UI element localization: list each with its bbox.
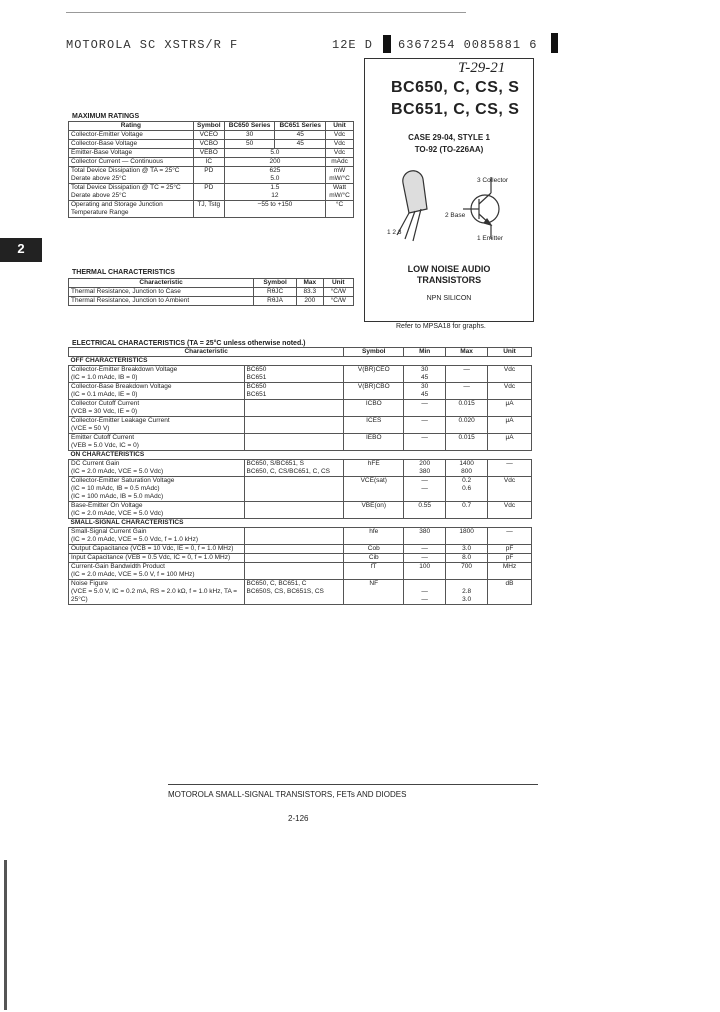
- max-ratings-header: [69, 122, 354, 131]
- characteristic-cell: Collector-Base Breakdown Voltage (IC = 0.1 mAdc, IE = 0): [69, 383, 245, 400]
- min-cell: —: [404, 400, 446, 417]
- symbol-cell: Cib: [344, 554, 404, 563]
- symbol-cell: V(BR)CBO: [344, 383, 404, 400]
- characteristic-cell: DC Current Gain (IC = 2.0 mAdc, VCE = 5.0 Vdc): [69, 460, 245, 477]
- table-row: [69, 366, 532, 383]
- pin-collector: 3 Collector: [477, 177, 509, 184]
- table-row: [69, 554, 532, 563]
- symbol-cell: VEBO: [193, 149, 224, 158]
- table-row: [69, 167, 354, 184]
- symbol-cell: IC: [193, 158, 224, 167]
- table-row: [69, 158, 354, 167]
- unit-cell: Vdc: [326, 131, 354, 140]
- description-2: TRANSISTORS: [416, 275, 482, 285]
- rating-cell: Operating and Storage Junction Temperature Range: [69, 201, 194, 218]
- characteristic-cell: Emitter Cutoff Current (VEB = 5.0 Vdc, IC = 0): [69, 434, 245, 451]
- header-mark: [383, 35, 391, 53]
- electrical-header: [69, 348, 532, 357]
- package-label: TO-92 (TO-226AA): [414, 145, 484, 154]
- table-row: [69, 563, 532, 580]
- device-cell: [244, 554, 344, 563]
- characteristic-cell: Small-Signal Current Gain (IC = 2.0 mAdc, VCE = 5.0 Vdc, f = 1.0 kHz): [69, 528, 245, 545]
- max-cell: 3.0: [446, 545, 488, 554]
- unit-cell: mW mW/°C: [326, 167, 354, 184]
- min-cell: 200 380: [404, 460, 446, 477]
- case-label: CASE 29-04, STYLE 1: [408, 133, 490, 142]
- max-cell: 0.015: [446, 434, 488, 451]
- characteristic-cell: Thermal Resistance, Junction to Ambient: [69, 297, 254, 306]
- value-cell: 50: [224, 140, 275, 149]
- symbol-cell: IEBO: [344, 434, 404, 451]
- unit-cell: —: [488, 460, 532, 477]
- max-cell: 8.0: [446, 554, 488, 563]
- part-number-1: BC650, C, CS, S: [391, 79, 520, 96]
- value-cell: °C/W: [323, 297, 353, 306]
- electrical-table: [68, 347, 532, 605]
- max-cell: 0.020: [446, 417, 488, 434]
- rating-cell: Collector-Base Voltage: [69, 140, 194, 149]
- header-cell: Characteristic: [69, 348, 344, 357]
- unit-cell: pF: [488, 554, 532, 563]
- table-row: [69, 288, 354, 297]
- refer-note: Refer to MPSA18 for graphs.: [396, 323, 486, 330]
- device-cell: [244, 502, 344, 519]
- thermal-header: [69, 279, 354, 288]
- symbol-cell: PD: [193, 184, 224, 201]
- table-row: [69, 297, 354, 306]
- max-cell: 0.015: [446, 400, 488, 417]
- value-cell: RθJC: [254, 288, 297, 297]
- max-cell: —: [446, 383, 488, 400]
- header-line2: 12E D: [332, 38, 374, 52]
- rating-cell: Total Device Dissipation @ TA = 25°C Derate above 25°C: [69, 167, 194, 184]
- table-row: [69, 140, 354, 149]
- unit-cell: °C: [326, 201, 354, 218]
- section-title: SMALL-SIGNAL CHARACTERISTICS: [69, 519, 532, 528]
- description-1: LOW NOISE AUDIO: [407, 264, 491, 274]
- table-row: [69, 184, 354, 201]
- scan-edge: [4, 860, 7, 1010]
- min-cell: —: [404, 554, 446, 563]
- unit-cell: Vdc: [488, 502, 532, 519]
- header-cell: Max: [297, 279, 324, 288]
- max-cell: 1800: [446, 528, 488, 545]
- table-row: [69, 545, 532, 554]
- rating-cell: Emitter-Base Voltage: [69, 149, 194, 158]
- rating-cell: Total Device Dissipation @ TC = 25°C Derate above 25°C: [69, 184, 194, 201]
- pin-emitter: 1 Emitter: [477, 235, 504, 242]
- device-cell: [244, 545, 344, 554]
- device-cell: [244, 477, 344, 502]
- device-cell: BC650, C, BC651, C BC650S, CS, BC651S, CS: [244, 580, 344, 605]
- max-cell: 2.8 3.0: [446, 580, 488, 605]
- rating-cell: Collector-Emitter Voltage: [69, 131, 194, 140]
- symbol-cell: VCEO: [193, 131, 224, 140]
- value-cell: 45: [275, 131, 326, 140]
- section-row: [69, 357, 532, 366]
- symbol-cell: hfe: [344, 528, 404, 545]
- unit-cell: Vdc: [488, 366, 532, 383]
- min-cell: — —: [404, 580, 446, 605]
- thermal-title: THERMAL CHARACTERISTICS: [72, 269, 175, 276]
- header-cell: Unit: [323, 279, 353, 288]
- device-cell: [244, 417, 344, 434]
- unit-cell: mAdc: [326, 158, 354, 167]
- part-number-2: BC651, C, CS, S: [391, 101, 520, 118]
- device-cell: [244, 528, 344, 545]
- min-cell: 30 45: [404, 383, 446, 400]
- max-ratings-title: MAXIMUM RATINGS: [72, 113, 140, 120]
- characteristic-cell: Thermal Resistance, Junction to Case: [69, 288, 254, 297]
- header-cell: Characteristic: [69, 279, 254, 288]
- symbol-cell: fT: [344, 563, 404, 580]
- table-row: [69, 460, 532, 477]
- max-cell: 0.2 0.6: [446, 477, 488, 502]
- table-row: [69, 434, 532, 451]
- value-cell: RθJA: [254, 297, 297, 306]
- characteristic-cell: Collector-Emitter Leakage Current (VCE = 50 V): [69, 417, 245, 434]
- unit-cell: Vdc: [488, 477, 532, 502]
- header-line3: 6367254 0085881 6: [398, 38, 538, 52]
- characteristic-cell: Noise Figure (VCE = 5.0 V, IC = 0.2 mA, RS = 2.0 kΩ, f = 1.0 kHz, TA = 25°C): [69, 580, 245, 605]
- value-cell: 83.3: [297, 288, 324, 297]
- device-cell: BC650 BC651: [244, 383, 344, 400]
- section-title: OFF CHARACTERISTICS: [69, 357, 532, 366]
- min-cell: —: [404, 417, 446, 434]
- characteristic-cell: Collector-Emitter Breakdown Voltage (IC = 1.0 mAdc, IB = 0): [69, 366, 245, 383]
- max-cell: 1400 800: [446, 460, 488, 477]
- symbol-cell: Cob: [344, 545, 404, 554]
- symbol-cell: VCBO: [193, 140, 224, 149]
- unit-cell: —: [488, 528, 532, 545]
- header-cell: Max: [446, 348, 488, 357]
- symbol-cell: VBE(on): [344, 502, 404, 519]
- value-cell: 30: [224, 131, 275, 140]
- electrical-title: ELECTRICAL CHARACTERISTICS (TA = 25°C unless otherwise noted.): [72, 340, 306, 347]
- value-cell: 45: [275, 140, 326, 149]
- unit-cell: Vdc: [326, 140, 354, 149]
- header-rule: [66, 12, 466, 13]
- header-cell: Unit: [326, 122, 354, 131]
- value-cell: 200: [224, 158, 325, 167]
- min-cell: 380: [404, 528, 446, 545]
- header-cell: Symbol: [254, 279, 297, 288]
- device-cell: [244, 563, 344, 580]
- npn-symbol-icon: [463, 177, 499, 239]
- footer-rule: [168, 784, 538, 785]
- unit-cell: Vdc: [326, 149, 354, 158]
- footer-title: MOTOROLA SMALL-SIGNAL TRANSISTORS, FETs AND DIODES: [168, 790, 407, 799]
- table-row: [69, 201, 354, 218]
- value-cell: 1.5 12: [224, 184, 325, 201]
- table-row: [69, 580, 532, 605]
- header-cell: Symbol: [193, 122, 224, 131]
- section-row: [69, 519, 532, 528]
- symbol-cell: VCE(sat): [344, 477, 404, 502]
- section-row: [69, 451, 532, 460]
- min-cell: —: [404, 434, 446, 451]
- page-number: 2-126: [288, 814, 309, 823]
- rating-cell: Collector Current — Continuous: [69, 158, 194, 167]
- symbol-cell: ICBO: [344, 400, 404, 417]
- min-cell: —: [404, 545, 446, 554]
- polarity: NPN SILICON: [426, 295, 472, 302]
- value-cell: 5.0: [224, 149, 325, 158]
- value-cell: °C/W: [323, 288, 353, 297]
- max-cell: —: [446, 366, 488, 383]
- characteristic-cell: Current-Gain Bandwidth Product (IC = 2.0 mAdc, VCE = 5.0 V, f = 100 MHz): [69, 563, 245, 580]
- characteristic-cell: Base-Emitter On Voltage (IC = 2.0 mAdc, VCE = 5.0 Vdc): [69, 502, 245, 519]
- header-cell: Rating: [69, 122, 194, 131]
- value-cell: 200: [297, 297, 324, 306]
- table-row: [69, 149, 354, 158]
- symbol-cell: hFE: [344, 460, 404, 477]
- device-cell: BC650, S/BC651, S BC650, C, CS/BC651, C, CS: [244, 460, 344, 477]
- unit-cell: MHz: [488, 563, 532, 580]
- unit-cell: Vdc: [488, 383, 532, 400]
- device-cell: [244, 434, 344, 451]
- unit-cell: pF: [488, 545, 532, 554]
- header-cell: Symbol: [344, 348, 404, 357]
- header-cell: Unit: [488, 348, 532, 357]
- unit-cell: Watt mW/°C: [326, 184, 354, 201]
- table-row: [69, 477, 532, 502]
- characteristic-cell: Input Capacitance (VEB = 0.5 Vdc, IC = 0, f = 1.0 MHz): [69, 554, 245, 563]
- max-cell: 700: [446, 563, 488, 580]
- table-row: [69, 400, 532, 417]
- value-cell: 625 5.0: [224, 167, 325, 184]
- header-cell: BC650 Series: [224, 122, 275, 131]
- max-ratings-table: [68, 121, 354, 218]
- pin-base: 2 Base: [445, 212, 466, 219]
- characteristic-cell: Collector Cutoff Current (VCB = 30 Vdc, IE = 0): [69, 400, 245, 417]
- part-box: [364, 58, 534, 322]
- header-cell: BC651 Series: [275, 122, 326, 131]
- table-row: [69, 417, 532, 434]
- device-cell: [244, 400, 344, 417]
- unit-cell: μA: [488, 400, 532, 417]
- table-row: [69, 131, 354, 140]
- min-cell: 30 45: [404, 366, 446, 383]
- table-row: [69, 502, 532, 519]
- characteristic-cell: Collector-Emitter Saturation Voltage (IC = 10 mAdc, IB = 0.5 mAdc) (IC = 100 mAdc, IB = 5.0 mAdc): [69, 477, 245, 502]
- device-cell: BC650 BC651: [244, 366, 344, 383]
- section-tab: 2: [0, 238, 42, 262]
- header-cell: Min: [404, 348, 446, 357]
- unit-cell: μA: [488, 417, 532, 434]
- min-cell: — —: [404, 477, 446, 502]
- symbol-cell: TJ, Tstg: [193, 201, 224, 218]
- handwritten-code: T-29-21: [458, 60, 506, 76]
- table-row: [69, 528, 532, 545]
- unit-cell: μA: [488, 434, 532, 451]
- section-title: ON CHARACTERISTICS: [69, 451, 532, 460]
- header-line1: MOTOROLA SC XSTRS/R F: [66, 38, 239, 52]
- characteristic-cell: Output Capacitance (VCB = 10 Vdc, IE = 0, f = 1.0 MHz): [69, 545, 245, 554]
- symbol-cell: V(BR)CEO: [344, 366, 404, 383]
- symbol-cell: PD: [193, 167, 224, 184]
- unit-cell: dB: [488, 580, 532, 605]
- header-mark-right: [551, 33, 558, 53]
- thermal-table: [68, 278, 354, 306]
- table-row: [69, 383, 532, 400]
- max-cell: 0.7: [446, 502, 488, 519]
- symbol-cell: ICES: [344, 417, 404, 434]
- to92-package-icon: [397, 171, 427, 241]
- symbol-cell: NF: [344, 580, 404, 605]
- value-cell: −55 to +150: [224, 201, 325, 218]
- min-cell: 0.55: [404, 502, 446, 519]
- pin-numbers: 1 2 3: [387, 229, 402, 236]
- min-cell: 100: [404, 563, 446, 580]
